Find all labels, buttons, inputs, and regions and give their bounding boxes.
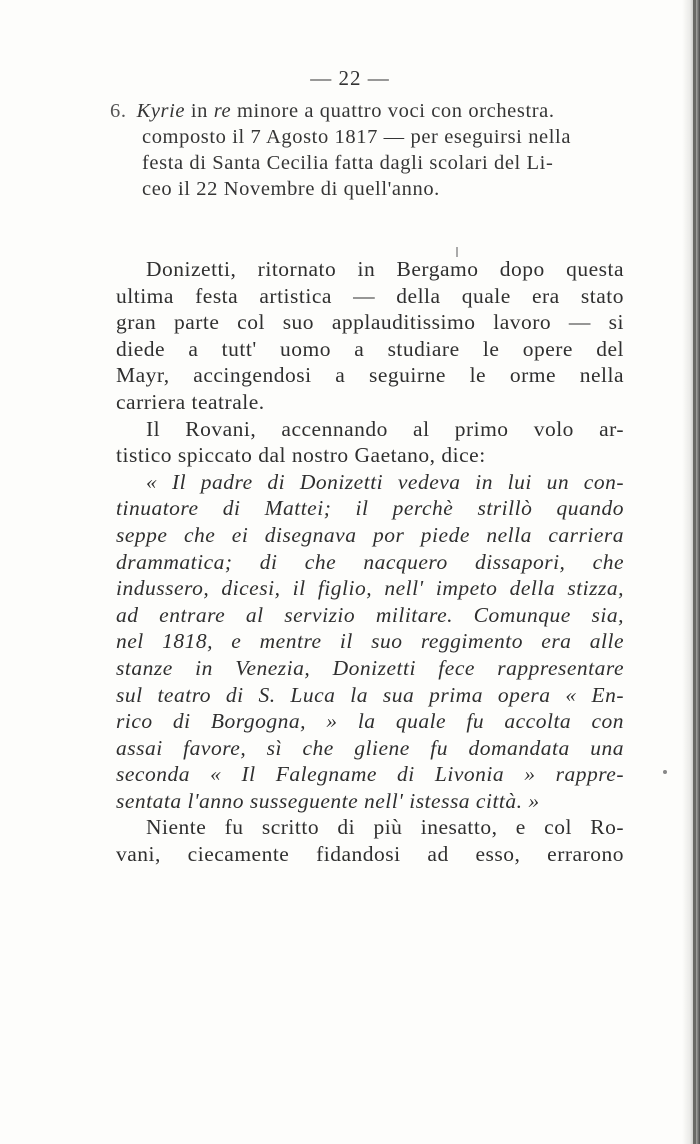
note-number: 6. [110, 100, 127, 122]
para1-line-5: Mayr, accingendosi a seguirne le orme nella [116, 363, 624, 388]
ink-dot [663, 770, 667, 774]
quote-line-2: tinuatore di Mattei; il perchè strillò quando [116, 496, 624, 521]
para3-line-1: Niente fu scritto di più inesatto, e col Ro- [146, 815, 624, 840]
para3-line-2: vani, ciecamente fidandosi ad esso, errarono [116, 842, 624, 867]
quote-line-9: sul teatro di S. Luca la sua prima opera « En- [116, 682, 624, 707]
note-re: re [213, 100, 232, 122]
quote-line-1: « Il padre di Donizetti vedeva in lui un con- [146, 469, 624, 494]
quote-line-11: assai favore, sì che gliene fu domandata una [116, 735, 624, 760]
quote-line-7: nel 1818, e mentre il suo reggimento era alle [116, 629, 624, 654]
page-number: — 22 — [310, 66, 390, 90]
note-line-1 [110, 98, 624, 124]
quote-line-8: stanze in Venezia, Donizetti fece rappresentare [116, 655, 624, 680]
para2-line-2: tistico spiccato dal nostro Gaetano, dice: [116, 443, 486, 468]
note-line-4: ceo il 22 Novembre di quell'anno. [142, 178, 440, 200]
quote-line-4: drammatica; di che nacquero dissapori, che [116, 549, 624, 574]
note-line-2: composto il 7 Agosto 1817 — per eseguirsi nella [142, 126, 572, 148]
quote-line-6: ad entrare al servizio militare. Comunque sia, [116, 602, 624, 627]
quote-line-3: seppe che ei disegnava por piede nella carriera [116, 522, 624, 547]
note-kyrie: Kyrie [136, 100, 186, 122]
quote-line-10: rico di Borgogna, » la quale fu accolta con [116, 709, 624, 734]
catalog-note [110, 98, 624, 202]
page-edge-shadow [682, 0, 700, 1144]
para1-line-2: ultima festa artistica — della quale era stato [116, 283, 624, 308]
quote-line-5: indussero, dicesi, il figlio, nell' impeto della stizza, [116, 576, 624, 601]
quote-line-13: sentata l'anno susseguente nell' istessa città. » [116, 788, 540, 813]
main-text [116, 256, 624, 868]
para1-line-4: diede a tutt' uomo a studiare le opere del [116, 336, 624, 361]
note-line-1-rest: minore a quattro voci con orchestra. [231, 100, 555, 122]
para1-line-6: carriera teatrale. [116, 389, 265, 414]
para2-line-1: Il Rovani, accennando al primo volo ar- [146, 416, 624, 441]
quote-line-12: seconda « Il Falegname di Livonia » rappre- [116, 762, 624, 787]
note-line-3: festa di Santa Cecilia fatta dagli scolari del Li- [142, 152, 554, 174]
note-in: in [185, 100, 214, 122]
para1-line-1: Donizetti, ritornato in Bergamo dopo questa [146, 257, 624, 281]
page-edge-line [693, 0, 696, 1144]
para1-line-3: gran parte col suo applauditissimo lavoro — si [116, 310, 624, 335]
